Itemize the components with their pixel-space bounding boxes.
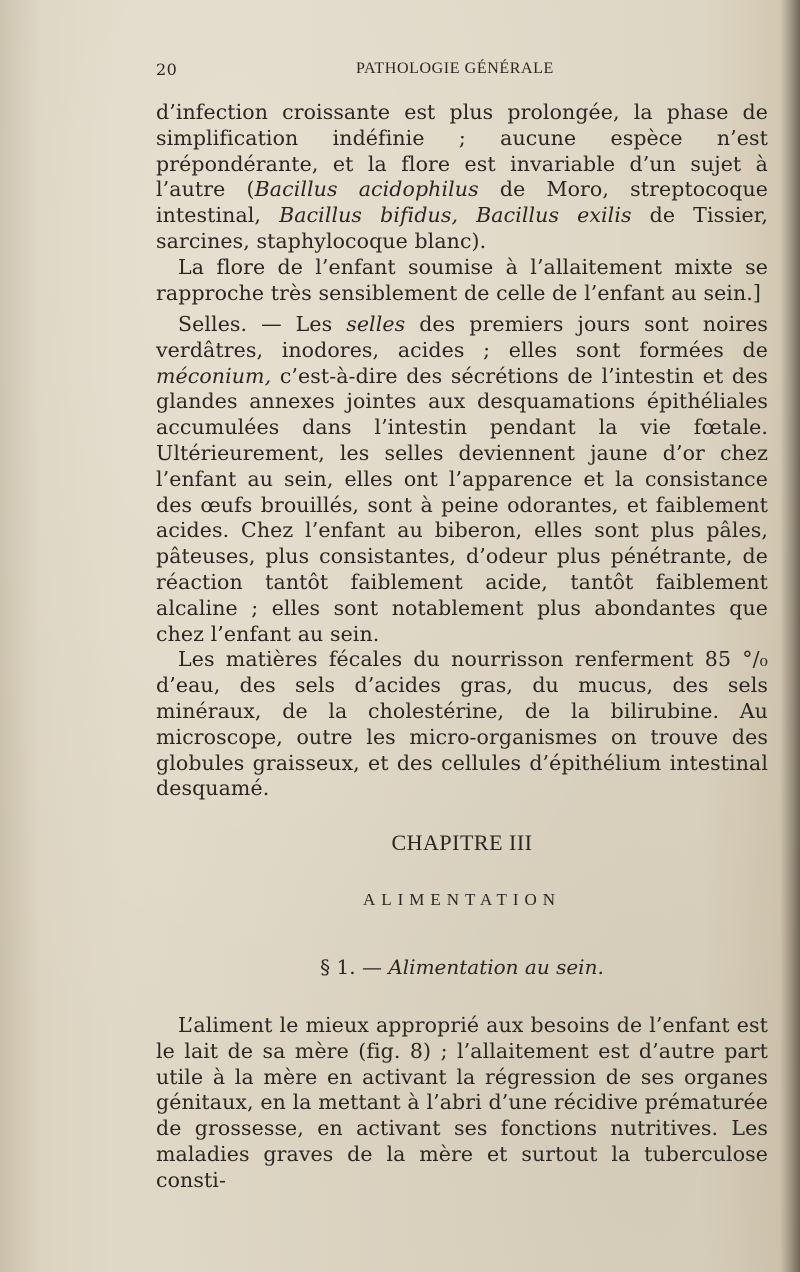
page-number: 20 bbox=[156, 60, 178, 79]
paragraph-mixed-feeding: La flore de l’enfant soumise à l’allaitement mixte se rapproche très sensiblement de celle de l’enfant au sein.] bbox=[156, 254, 768, 305]
paragraph-breastfeeding: L’aliment le mieux approprié aux besoins de l’enfant est le lait de sa mère (fig. 8) ; l’allaitement est d’autre part utile à la mère en activant la régression de ses organes génitaux, en la mettant à l’abri d’une récidive prématurée de grossesse, en activant ses fonctions nutritives. Les maladies graves de la mère et surtout la tuberculose consti- bbox=[156, 1013, 768, 1192]
chapter-heading: CHAPITRE III bbox=[391, 830, 533, 855]
text-block-flora bbox=[156, 100, 768, 306]
page-header bbox=[156, 60, 768, 82]
paragraph-flora-continued: d’infection croissante est plus prolongée, la phase de simplification indéfinie ; aucune espèce n’est prépondérante, et la flore est invariable d’un sujet à l’autre (Bacillus acidophilus de Moro, streptocoque intestinal, Bacillus bifidus, Bacillus exilis de Tissier, sarcines, staphylocoque blanc). bbox=[156, 100, 769, 253]
section-heading: ALIMENTATION bbox=[362, 890, 562, 909]
text-block-breastfeeding bbox=[156, 1013, 768, 1194]
paragraph-stools: Selles. — Les selles des premiers jours sont noires verdâtres, inodores, acides ; elles sont formées de méconium, c’est-à-dire des sécrétions de l’intestin et des glandes annexes jointes aux desquamations épithéliales accumulées dans l’intestin pendant la vie fœtale. Ultérieurement, les selles deviennent jaune d’or chez l’enfant au sein, elles ont l’apparence et la consistance des œufs brouillés, sont à peine odorantes, et faiblement acides. Chez l’enfant au biberon, elles sont plus pâles, pâteuses, plus consistantes, d’odeur plus pénétrante, de réaction tantôt faiblement acide, tantôt faiblement alcaline ; elles sont notablement plus abondantes que chez l’enfant au sein. bbox=[156, 312, 768, 646]
text-block-stools bbox=[156, 312, 768, 802]
running-title: PATHOLOGIE GÉNÉRALE bbox=[356, 60, 554, 77]
paragraph-fecal-matter: Les matières fécales du nourrisson renferment 85 °/₀ d’eau, des sels d’acides gras, du mucus, des sels minéraux, de la cholestérine, de la bilirubine. Au microscope, outre les micro-organismes on trouve des globules graisseux, et des cellules d’épithélium intestinal desquamé. bbox=[156, 647, 768, 801]
subsection-heading: § 1. — Alimentation au sein. bbox=[320, 955, 604, 979]
